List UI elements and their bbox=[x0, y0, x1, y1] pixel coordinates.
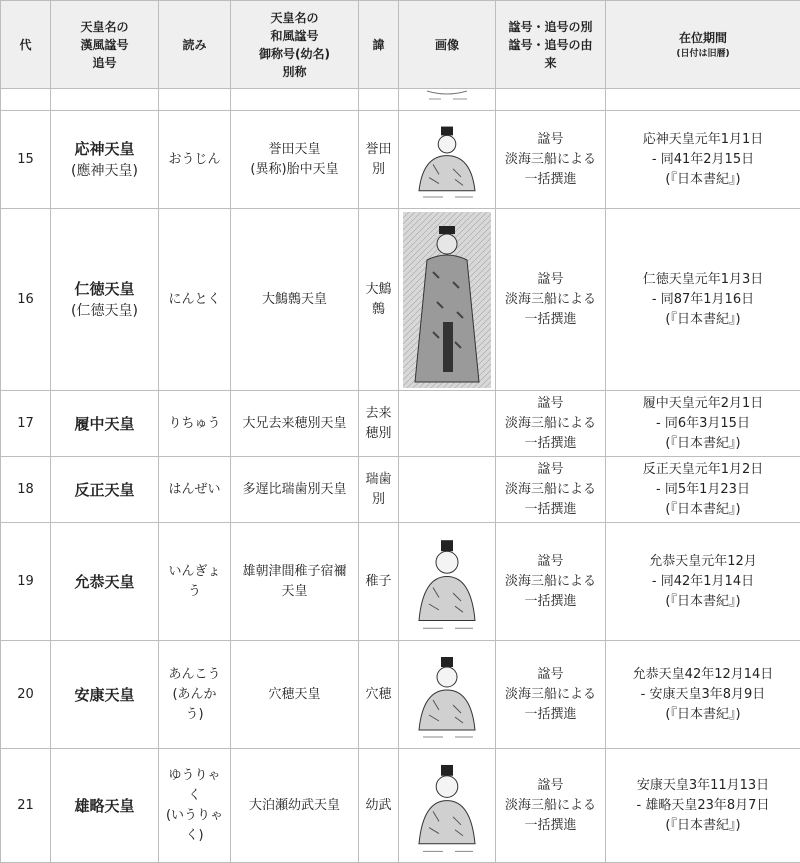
betsu-cell: 諡号 淡海三船による 一括撰進 bbox=[496, 749, 606, 863]
table-row bbox=[1, 523, 800, 641]
betsu-cell: 諡号 淡海三船による 一括撰進 bbox=[496, 523, 606, 641]
header-yomi: 読み bbox=[159, 1, 231, 89]
yomi-cell: はんぜい bbox=[159, 457, 231, 523]
emperor-name: 履中天皇 bbox=[53, 413, 156, 435]
header-kanfu: 天皇名の 漢風諡号 追号 bbox=[51, 1, 159, 89]
table-row bbox=[1, 111, 800, 209]
image-cell bbox=[399, 749, 496, 863]
emperor-ingyo-portrait[interactable] bbox=[403, 527, 491, 637]
yomi-cell: りちゅう bbox=[159, 391, 231, 457]
emperor-alt-name: (仁德天皇) bbox=[53, 300, 156, 322]
yomi-cell: ゆうりゃ く (いうりゃ く) bbox=[159, 749, 231, 863]
zaii-cell: 応神天皇元年1月1日 - 同41年2月15日 (『日本書紀』) bbox=[606, 111, 800, 209]
yomi-cell: おうじん bbox=[159, 111, 231, 209]
emperor-name: 允恭天皇 bbox=[53, 571, 156, 593]
emperor-name: 仁徳天皇 bbox=[53, 278, 156, 300]
betsu-cell: 諡号 淡海三船による 一括撰進 bbox=[496, 457, 606, 523]
emperor-name-cell bbox=[51, 523, 159, 641]
betsu-cell: 諡号 淡海三船による 一括撰進 bbox=[496, 209, 606, 391]
emperor-name: 反正天皇 bbox=[53, 479, 156, 501]
emperor-name-cell bbox=[51, 391, 159, 457]
dai-cell: 21 bbox=[1, 749, 51, 863]
zaii-cell: 允恭天皇元年12月 - 同42年1月14日 (『日本書紀』) bbox=[606, 523, 800, 641]
header-zaii: 在位期間 (日付は旧暦) bbox=[606, 1, 800, 89]
image-cell bbox=[399, 641, 496, 749]
imina-cell: 誉田 別 bbox=[359, 111, 399, 209]
header-row bbox=[1, 1, 800, 89]
emperor-name-cell bbox=[51, 749, 159, 863]
imina-cell: 瑞歯 別 bbox=[359, 457, 399, 523]
dai-cell: 17 bbox=[1, 391, 51, 457]
wafu-cell: 雄朝津間稚子宿禰 天皇 bbox=[231, 523, 359, 641]
zaii-cell: 反正天皇元年1月2日 - 同5年1月23日 (『日本書紀』) bbox=[606, 457, 800, 523]
image-cell bbox=[399, 457, 496, 523]
emperor-alt-name: (應神天皇) bbox=[53, 160, 156, 182]
imina-cell: 穴穂 bbox=[359, 641, 399, 749]
wafu-cell: 誉田天皇 (異称)胎中天皇 bbox=[231, 111, 359, 209]
table-row bbox=[1, 457, 800, 523]
emperor-nintoku-portrait[interactable] bbox=[403, 212, 491, 388]
image-cell bbox=[399, 209, 496, 391]
wafu-cell: 大泊瀬幼武天皇 bbox=[231, 749, 359, 863]
imina-cell: 幼武 bbox=[359, 749, 399, 863]
image-cell bbox=[399, 523, 496, 641]
yomi-cell: にんとく bbox=[159, 209, 231, 391]
image-cell bbox=[399, 111, 496, 209]
yomi-cell: いんぎょ う bbox=[159, 523, 231, 641]
wafu-cell: 多遅比瑞歯別天皇 bbox=[231, 457, 359, 523]
header-wafu: 天皇名の 和風諡号 御称号(幼名) 別称 bbox=[231, 1, 359, 89]
partial-portrait-image bbox=[407, 89, 487, 103]
betsu-cell: 諡号 淡海三船による 一括撰進 bbox=[496, 641, 606, 749]
wafu-cell: 大兄去来穂別天皇 bbox=[231, 391, 359, 457]
image-cell bbox=[399, 391, 496, 457]
emperor-name-cell bbox=[51, 209, 159, 391]
dai-cell: 19 bbox=[1, 523, 51, 641]
zaii-cell: 履中天皇元年2月1日 - 同6年3月15日 (『日本書紀』) bbox=[606, 391, 800, 457]
emperor-name-cell bbox=[51, 457, 159, 523]
zaii-cell: 安康天皇3年11月13日 - 雄略天皇23年8月7日 (『日本書紀』) bbox=[606, 749, 800, 863]
yomi-cell: あんこう (あんか う) bbox=[159, 641, 231, 749]
emperor-name: 雄略天皇 bbox=[53, 795, 156, 817]
dai-cell: 15 bbox=[1, 111, 51, 209]
emperor-name: 安康天皇 bbox=[53, 684, 156, 706]
spacer-row bbox=[1, 89, 800, 111]
table-row bbox=[1, 749, 800, 863]
wafu-cell: 大鷦鷯天皇 bbox=[231, 209, 359, 391]
dai-cell: 16 bbox=[1, 209, 51, 391]
zaii-cell: 允恭天皇42年12月14日 - 安康天皇3年8月9日 (『日本書紀』) bbox=[606, 641, 800, 749]
header-gazo: 画像 bbox=[399, 1, 496, 89]
imina-cell: 大鷦 鷯 bbox=[359, 209, 399, 391]
header-dai: 代 bbox=[1, 1, 51, 89]
dai-cell: 18 bbox=[1, 457, 51, 523]
table-row bbox=[1, 641, 800, 749]
betsu-cell: 諡号 淡海三船による 一括撰進 bbox=[496, 111, 606, 209]
table-row bbox=[1, 391, 800, 457]
partial-image-cell bbox=[399, 89, 496, 111]
emperor-anko-portrait[interactable] bbox=[403, 645, 491, 745]
dai-cell: 20 bbox=[1, 641, 51, 749]
imina-cell: 稚子 bbox=[359, 523, 399, 641]
table-row bbox=[1, 209, 800, 391]
header-betsu: 諡号・追号の別 諡号・追号の由 来 bbox=[496, 1, 606, 89]
betsu-cell: 諡号 淡海三船による 一括撰進 bbox=[496, 391, 606, 457]
emperor-ojin-portrait[interactable] bbox=[403, 116, 491, 204]
emperor-name-cell bbox=[51, 641, 159, 749]
header-imina: 諱 bbox=[359, 1, 399, 89]
emperor-name: 応神天皇 bbox=[53, 138, 156, 160]
emperor-yuryaku-portrait[interactable] bbox=[403, 752, 491, 860]
imina-cell: 去来 穂別 bbox=[359, 391, 399, 457]
emperor-name-cell bbox=[51, 111, 159, 209]
wafu-cell: 穴穂天皇 bbox=[231, 641, 359, 749]
zaii-cell: 仁徳天皇元年1月3日 - 同87年1月16日 (『日本書紀』) bbox=[606, 209, 800, 391]
